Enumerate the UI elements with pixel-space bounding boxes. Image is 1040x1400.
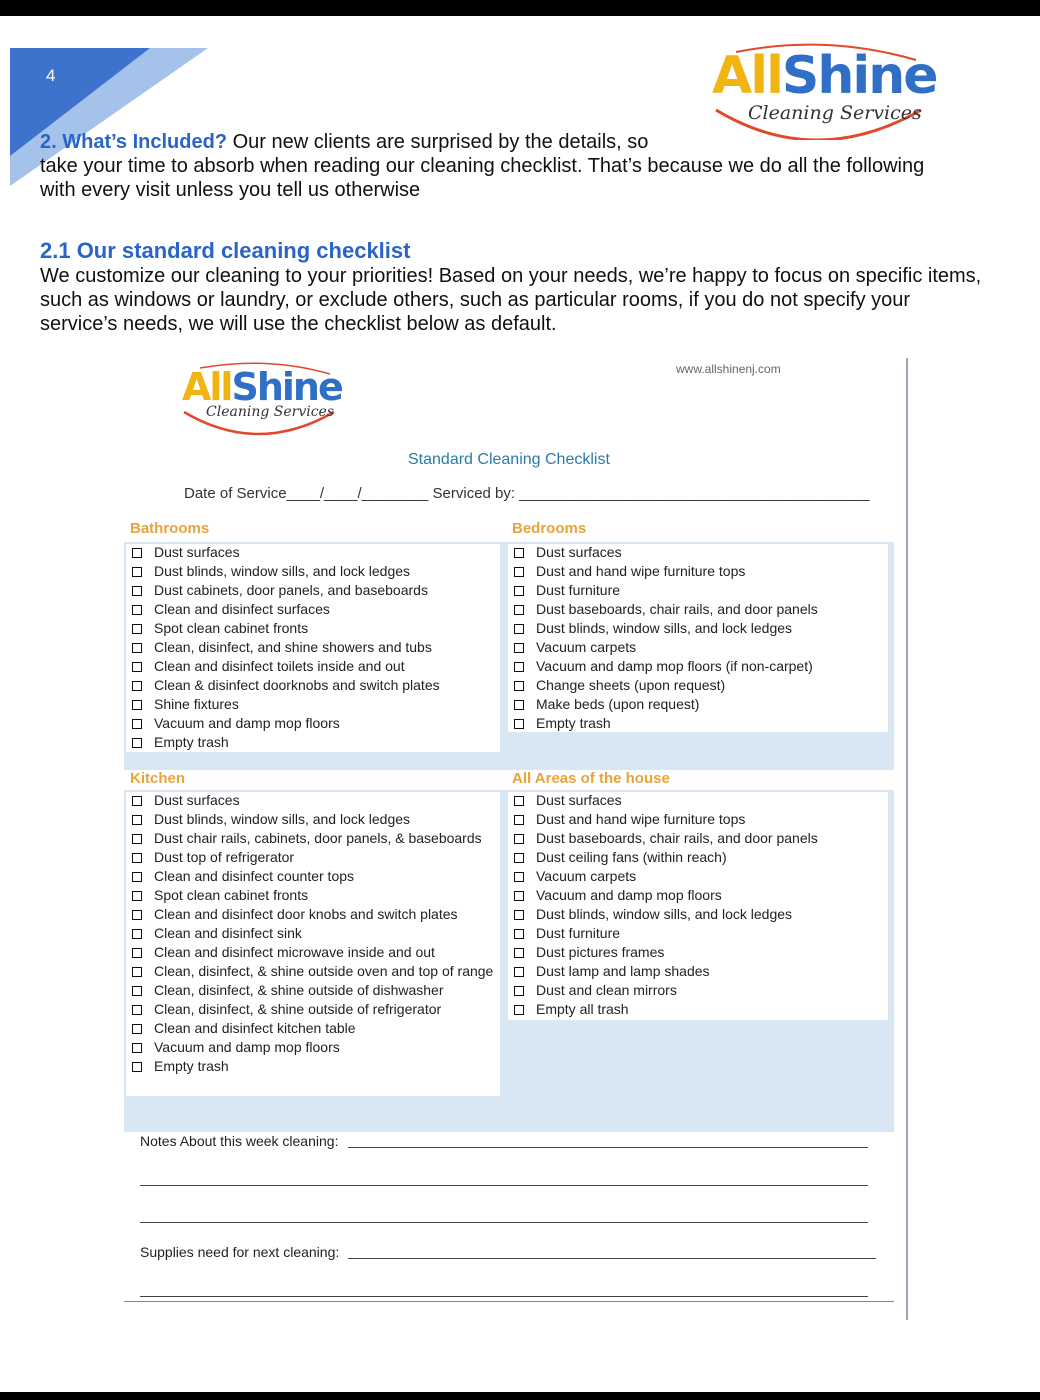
checklist-item [130,905,498,924]
checkbox[interactable] [132,567,142,577]
checklist-item-label: Clean, disinfect, & shine outside of refrigerator [154,1001,442,1017]
checklist-item-label: Clean and disinfect toilets inside and out [154,658,405,674]
checklist-item-label: Dust pictures frames [536,944,665,960]
checkbox[interactable] [132,948,142,958]
checklist-item [512,962,886,981]
checklist-item-label: Dust and hand wipe furniture tops [536,563,746,579]
checklist-item [512,791,886,810]
supplies-label: Supplies need for next cleaning: [140,1244,340,1260]
checklist-item-label: Change sheets (upon request) [536,677,726,693]
checklist-item [512,676,886,695]
checklist-item-label: Clean, disinfect, & shine outside oven and top of range [154,963,494,979]
checklist-item [512,905,886,924]
checkbox[interactable] [514,1005,524,1015]
checklist-item-label: Dust top of refrigerator [154,849,295,865]
checklist-item-label: Dust and hand wipe furniture tops [536,811,746,827]
checklist-item [512,543,886,562]
checklist-item [130,962,498,981]
checkbox[interactable] [132,986,142,996]
checklist-item [512,600,886,619]
checklist-item-label: Spot clean cabinet fronts [154,620,309,636]
website-url[interactable]: www.allshinenj.com [676,362,781,376]
checkbox[interactable] [132,681,142,691]
checklist-item [130,848,498,867]
supplies-line-1[interactable] [348,1258,876,1259]
checkbox[interactable] [132,719,142,729]
checkbox[interactable] [132,1062,142,1072]
checkbox[interactable] [132,910,142,920]
checkbox[interactable] [514,929,524,939]
checklist-item-label: Make beds (upon request) [536,696,700,712]
checklist-item-label: Clean and disinfect door knobs and switch plates [154,906,458,922]
checklist-item [512,638,886,657]
checklist-item [512,619,886,638]
page-number: 4 [46,66,56,85]
checklist-item-label: Dust blinds, window sills, and lock ledges [154,811,411,827]
checklist-logo-tagline: Cleaning Services [206,404,335,420]
checklist-item-label: Vacuum and damp mop floors [536,887,722,903]
checklist-logo-wordmark [182,365,342,409]
checklist-item [130,733,498,752]
checklist-item [130,810,498,829]
checklist-item-label: Clean and disinfect surfaces [154,601,330,617]
checkbox[interactable] [132,891,142,901]
checklist-item-label: Empty trash [536,715,611,731]
checkbox[interactable] [132,624,142,634]
checklist-item [130,638,498,657]
checkbox[interactable] [514,796,524,806]
intro-line-3: with every visit unless you tell us otherwise [40,179,421,201]
checklist-item [512,981,886,1000]
checklist-item-label: Dust lamp and lamp shades [536,963,710,979]
checkbox[interactable] [514,910,524,920]
checklist-item [512,829,886,848]
notes-line-2[interactable] [140,1185,868,1186]
checklist-item-label: Vacuum carpets [536,639,637,655]
checkbox[interactable] [132,1005,142,1015]
checklist-item [512,943,886,962]
checklist-item [130,562,498,581]
checkbox[interactable] [514,834,524,844]
checklist-item-label: Dust and clean mirrors [536,982,677,998]
checklist-item-label: Dust cabinets, door panels, and baseboards [154,582,428,598]
checkbox[interactable] [514,681,524,691]
checkbox[interactable] [132,605,142,615]
brand-logo [706,40,936,140]
checkbox[interactable] [514,853,524,863]
checklist-item [130,619,498,638]
checklist-item [130,1019,498,1038]
checklist-item-label: Dust baseboards, chair rails, and door panels [536,601,818,617]
notes-line-1[interactable] [348,1147,868,1148]
checkbox[interactable] [132,796,142,806]
checklist-item-label: Dust furniture [536,582,621,598]
checklist-item-label: Dust blinds, window sills, and lock ledges [536,906,793,922]
checklist-item-label: Vacuum and damp mop floors [154,1039,340,1055]
checklist-item [512,695,886,714]
intro-lead: 2. What’s Included? [40,131,228,153]
checklist-item [512,1000,886,1019]
bathrooms-list [130,543,498,752]
checklist-item-label: Clean and disinfect kitchen table [154,1020,356,1036]
checkbox[interactable] [514,605,524,615]
checkbox[interactable] [514,624,524,634]
checklist-item [512,867,886,886]
checklist-item-label: Dust surfaces [536,544,622,560]
checklist-item [130,695,498,714]
checklist-item-label: Clean, disinfect, and shine showers and tubs [154,639,432,655]
checkbox[interactable] [514,872,524,882]
checklist-item-label: Clean, disinfect, & shine outside of dishwasher [154,982,444,998]
notes-line-3[interactable] [140,1222,868,1223]
kitchen-heading: Kitchen [130,770,186,787]
checklist-item-label: Dust baseboards, chair rails, and door panels [536,830,818,846]
checklist-item [130,829,498,848]
checklist-item [130,924,498,943]
logo-shine: Shine [781,46,937,106]
section-heading: 2.1 Our standard cleaning checklist [40,238,411,263]
checklist-item [130,867,498,886]
checkbox[interactable] [514,662,524,672]
checklist-item [130,981,498,1000]
checklist-item [130,943,498,962]
checkbox[interactable] [514,967,524,977]
checklist-item-label: Empty trash [154,734,229,750]
checklist-item [130,1000,498,1019]
checkbox[interactable] [132,929,142,939]
checklist-item-label: Vacuum and damp mop floors (if non-carpet) [536,658,813,674]
checklist-item-label: Dust furniture [536,925,621,941]
checklist-item [130,676,498,695]
checklist-item-label: Dust surfaces [154,792,240,808]
checklist-item [512,924,886,943]
checkbox[interactable] [514,567,524,577]
checklist-item [130,1057,498,1076]
checklist-item [512,848,886,867]
kitchen-list [130,791,498,1076]
checkbox[interactable] [132,643,142,653]
checklist-item-label: Clean & disinfect doorknobs and switch plates [154,677,440,693]
checklist-item [130,600,498,619]
checkbox[interactable] [132,967,142,977]
checkbox[interactable] [514,815,524,825]
checklist-item-label: Empty trash [154,1058,229,1074]
all-areas-heading: All Areas of the house [512,770,670,787]
section-body: We customize our cleaning to your priorities! Based on your needs, we’re happy to focus on specific items, such as windows or laundry, or exclude others, such as particular rooms, if you do not specify your service’s needs, we will use the checklist below as default. [40,265,982,335]
checkbox[interactable] [514,643,524,653]
sheet-bottom-border [124,1301,894,1302]
checkbox[interactable] [132,548,142,558]
checklist-item [130,886,498,905]
checkbox[interactable] [514,986,524,996]
checkbox[interactable] [514,891,524,901]
all-areas-list [512,791,886,1019]
checkbox[interactable] [514,948,524,958]
checklist-item-label: Dust surfaces [154,544,240,560]
checklist-logo [178,360,348,436]
checklist-item [130,791,498,810]
checklist-item [512,714,886,733]
checklist-item [512,657,886,676]
checkbox[interactable] [132,815,142,825]
checklist-item-label: Vacuum carpets [536,868,637,884]
checklist-logo-all: All [182,365,232,409]
notes-label: Notes About this week cleaning: [140,1133,339,1149]
checklist-title: Standard Cleaning Checklist [408,451,610,468]
checklist-item [512,581,886,600]
checklist-item-label: Clean and disinfect sink [154,925,302,941]
bedrooms-list [512,543,886,733]
checklist-item-label: Dust blinds, window sills, and lock ledges [536,620,793,636]
checkbox[interactable] [514,548,524,558]
checkbox[interactable] [132,872,142,882]
intro-line-1 [40,130,980,154]
checklist-item-label: Clean and disinfect microwave inside and out [154,944,435,960]
checklist-item-label: Dust blinds, window sills, and lock ledges [154,563,411,579]
logo-wordmark [712,46,937,106]
checkbox[interactable] [132,853,142,863]
checkbox[interactable] [132,738,142,748]
checkbox[interactable] [132,700,142,710]
checklist-item [130,581,498,600]
checklist-item-label: Clean and disinfect counter tops [154,868,355,884]
checklist-item-label: Spot clean cabinet fronts [154,887,309,903]
checkbox[interactable] [132,834,142,844]
checklist-item [512,810,886,829]
bottom-black-bar [0,1392,1040,1400]
logo-tagline: Cleaning Services [748,102,922,124]
logo-all: All [712,46,782,106]
checklist-item-label: Dust ceiling fans (within reach) [536,849,727,865]
checkbox[interactable] [132,586,142,596]
checklist-item-label: Shine fixtures [154,696,239,712]
checkbox[interactable] [514,700,524,710]
top-black-bar [0,0,1040,16]
checklist-item-label: Dust chair rails, cabinets, door panels, & baseboards [154,830,482,846]
intro-text [40,130,980,202]
checklist-item [130,543,498,562]
date-service-row: Date of Service____/____/________ Serviced by: __________________________________________ [184,485,870,502]
checkbox[interactable] [514,586,524,596]
intro-line-2: take your time to absorb when reading our cleaning checklist. That’s because we do all the following [40,155,925,177]
checklist-item-label: Dust surfaces [536,792,622,808]
checklist-item [512,562,886,581]
checklist-logo-shine: Shine [231,365,342,409]
checklist-item-label: Vacuum and damp mop floors [154,715,340,731]
intro-rest: Our new clients are surprised by the details, so [227,131,649,153]
bathrooms-heading: Bathrooms [130,520,210,537]
checkbox[interactable] [132,662,142,672]
checklist-item [130,1038,498,1057]
checklist-item [512,886,886,905]
checklist-item [130,714,498,733]
checkbox[interactable] [132,1024,142,1034]
checkbox[interactable] [514,719,524,729]
checklist-item-label: Empty all trash [536,1001,629,1017]
bedrooms-heading: Bedrooms [512,520,587,537]
supplies-line-2[interactable] [140,1296,868,1297]
sheet-right-border [906,358,908,1320]
checkbox[interactable] [132,1043,142,1053]
checklist-item [130,657,498,676]
